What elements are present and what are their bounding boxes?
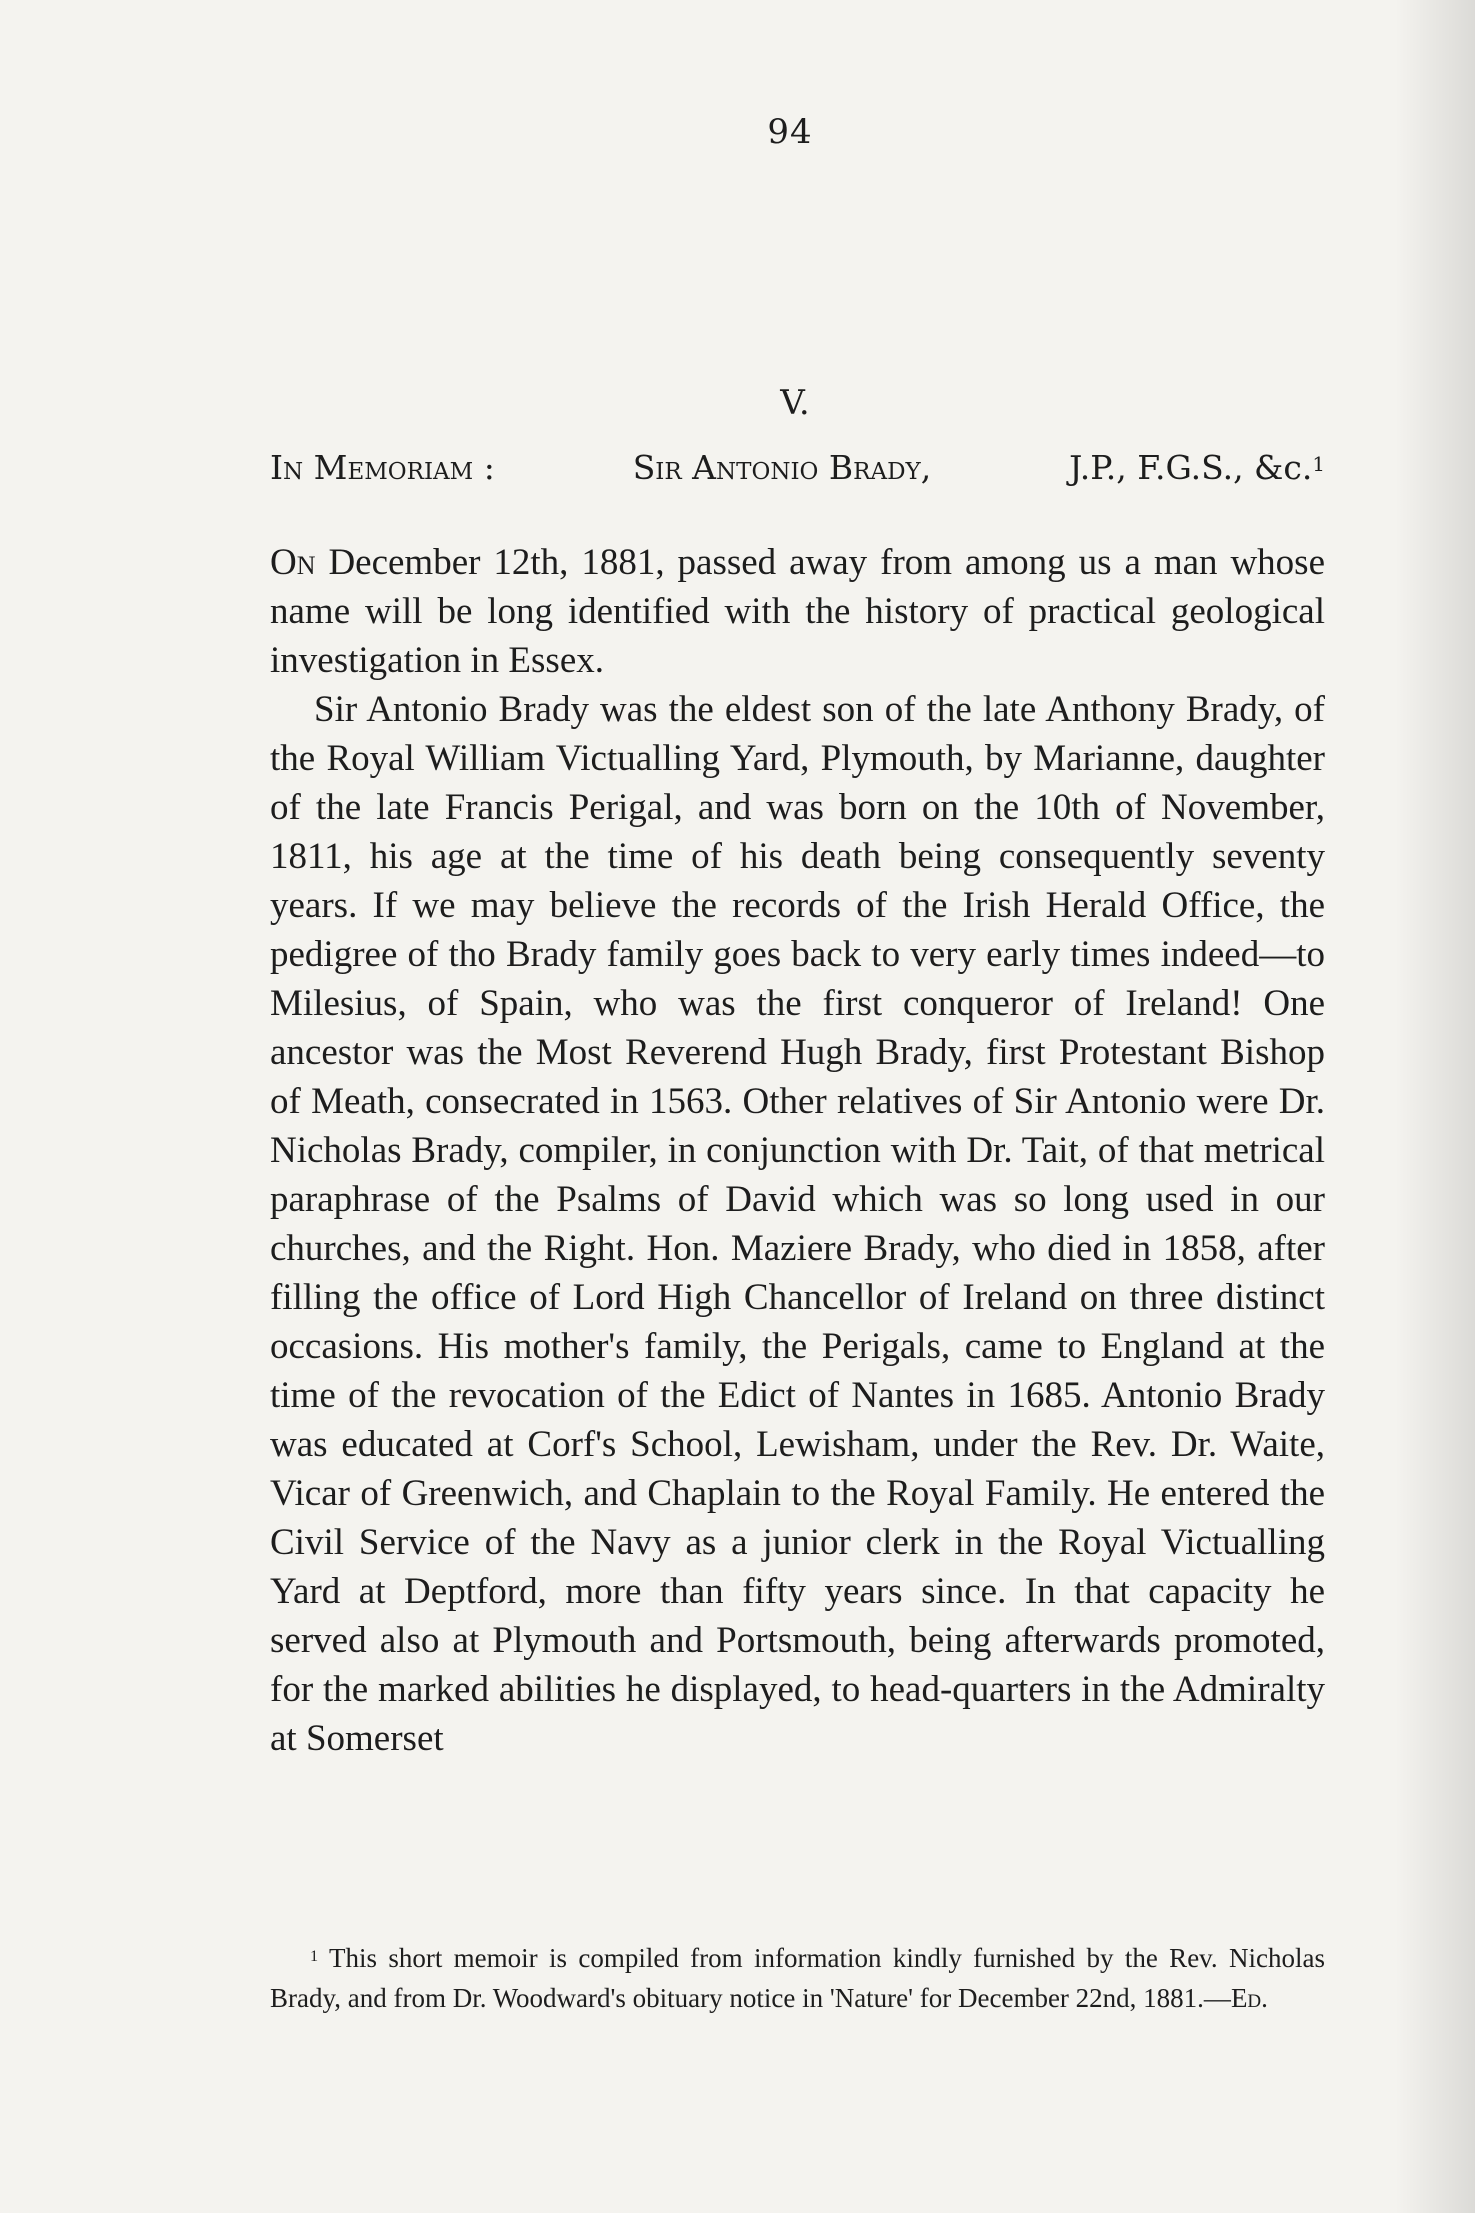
footnote-mark: 1 — [310, 1946, 319, 1965]
heading-honours: J.P., F.G.S., &c. — [1069, 448, 1313, 487]
page-number: 94 — [767, 112, 813, 152]
footnote-text: This short memoir is compiled from information kindly furnished by the Rev. Nicholas Brady, and from Dr. Woodward's obituary notice in 'Nature' for December 22nd, 1881.— — [270, 1943, 1325, 2013]
heading-footnote-mark: 1 — [1312, 453, 1325, 477]
article-body — [270, 538, 1325, 1763]
heading-name: Sir Antonio Brady, — [632, 448, 932, 487]
page-edge-shadow — [1395, 0, 1475, 2213]
paragraph-1-lead: On — [270, 542, 316, 583]
paragraph-1-text: December 12th, 1881, passed away from among us a man whose name will be long identified with the history of practical geological investigation in Essex. — [270, 542, 1325, 681]
section-number: V. — [780, 383, 810, 423]
article-heading — [270, 448, 1325, 487]
paragraph-2: Sir Antonio Brady was the eldest son of the late Anthony Brady, of the Royal William Victualling Yard, Plymouth, by Marianne, daughter of the late Francis Perigal, and was born on the 10th of November, 1811, his age at the time of his death being consequently seventy years. If we may believe the records of the Irish Herald Office, the pedigree of tho Brady family goes back to very early times indeed—to Milesius, of Spain, who was the first conqueror of Ireland! One ancestor was the Most Reverend Hugh Brady, first Protestant Bishop of Meath, consecrated in 1563. Other relatives of Sir Antonio were Dr. Nicholas Brady, compiler, in conjunction with Dr. Tait, of that metrical paraphrase of the Psalms of David which was so long used in our churches, and the Right. Hon. Maziere Brady, who died in 1858, after filling the office of Lord High Chancellor of Ireland on three distinct occasions. His mother's family, the Perigals, came to England at the time of the revocation of the Edict of Nantes in 1685. Antonio Brady was educated at Corf's School, Lewisham, under the Rev. Dr. Waite, Vicar of Greenwich, and Chaplain to the Royal Family. He entered the Civil Service of the Navy as a junior clerk in the Royal Victualling Yard at Deptford, more than fifty years since. In that capacity he served also at Plymouth and Portsmouth, being afterwards promoted, for the marked abilities he displayed, to head-quarters in the Admiralty at Somerset — [270, 689, 1325, 1759]
heading-titles — [1069, 448, 1325, 487]
footnote-editor: Ed. — [1230, 1983, 1268, 2013]
heading-in-memoriam: In Memoriam : — [270, 448, 495, 487]
footnote — [270, 1938, 1325, 2018]
paragraph-1 — [270, 538, 1325, 685]
